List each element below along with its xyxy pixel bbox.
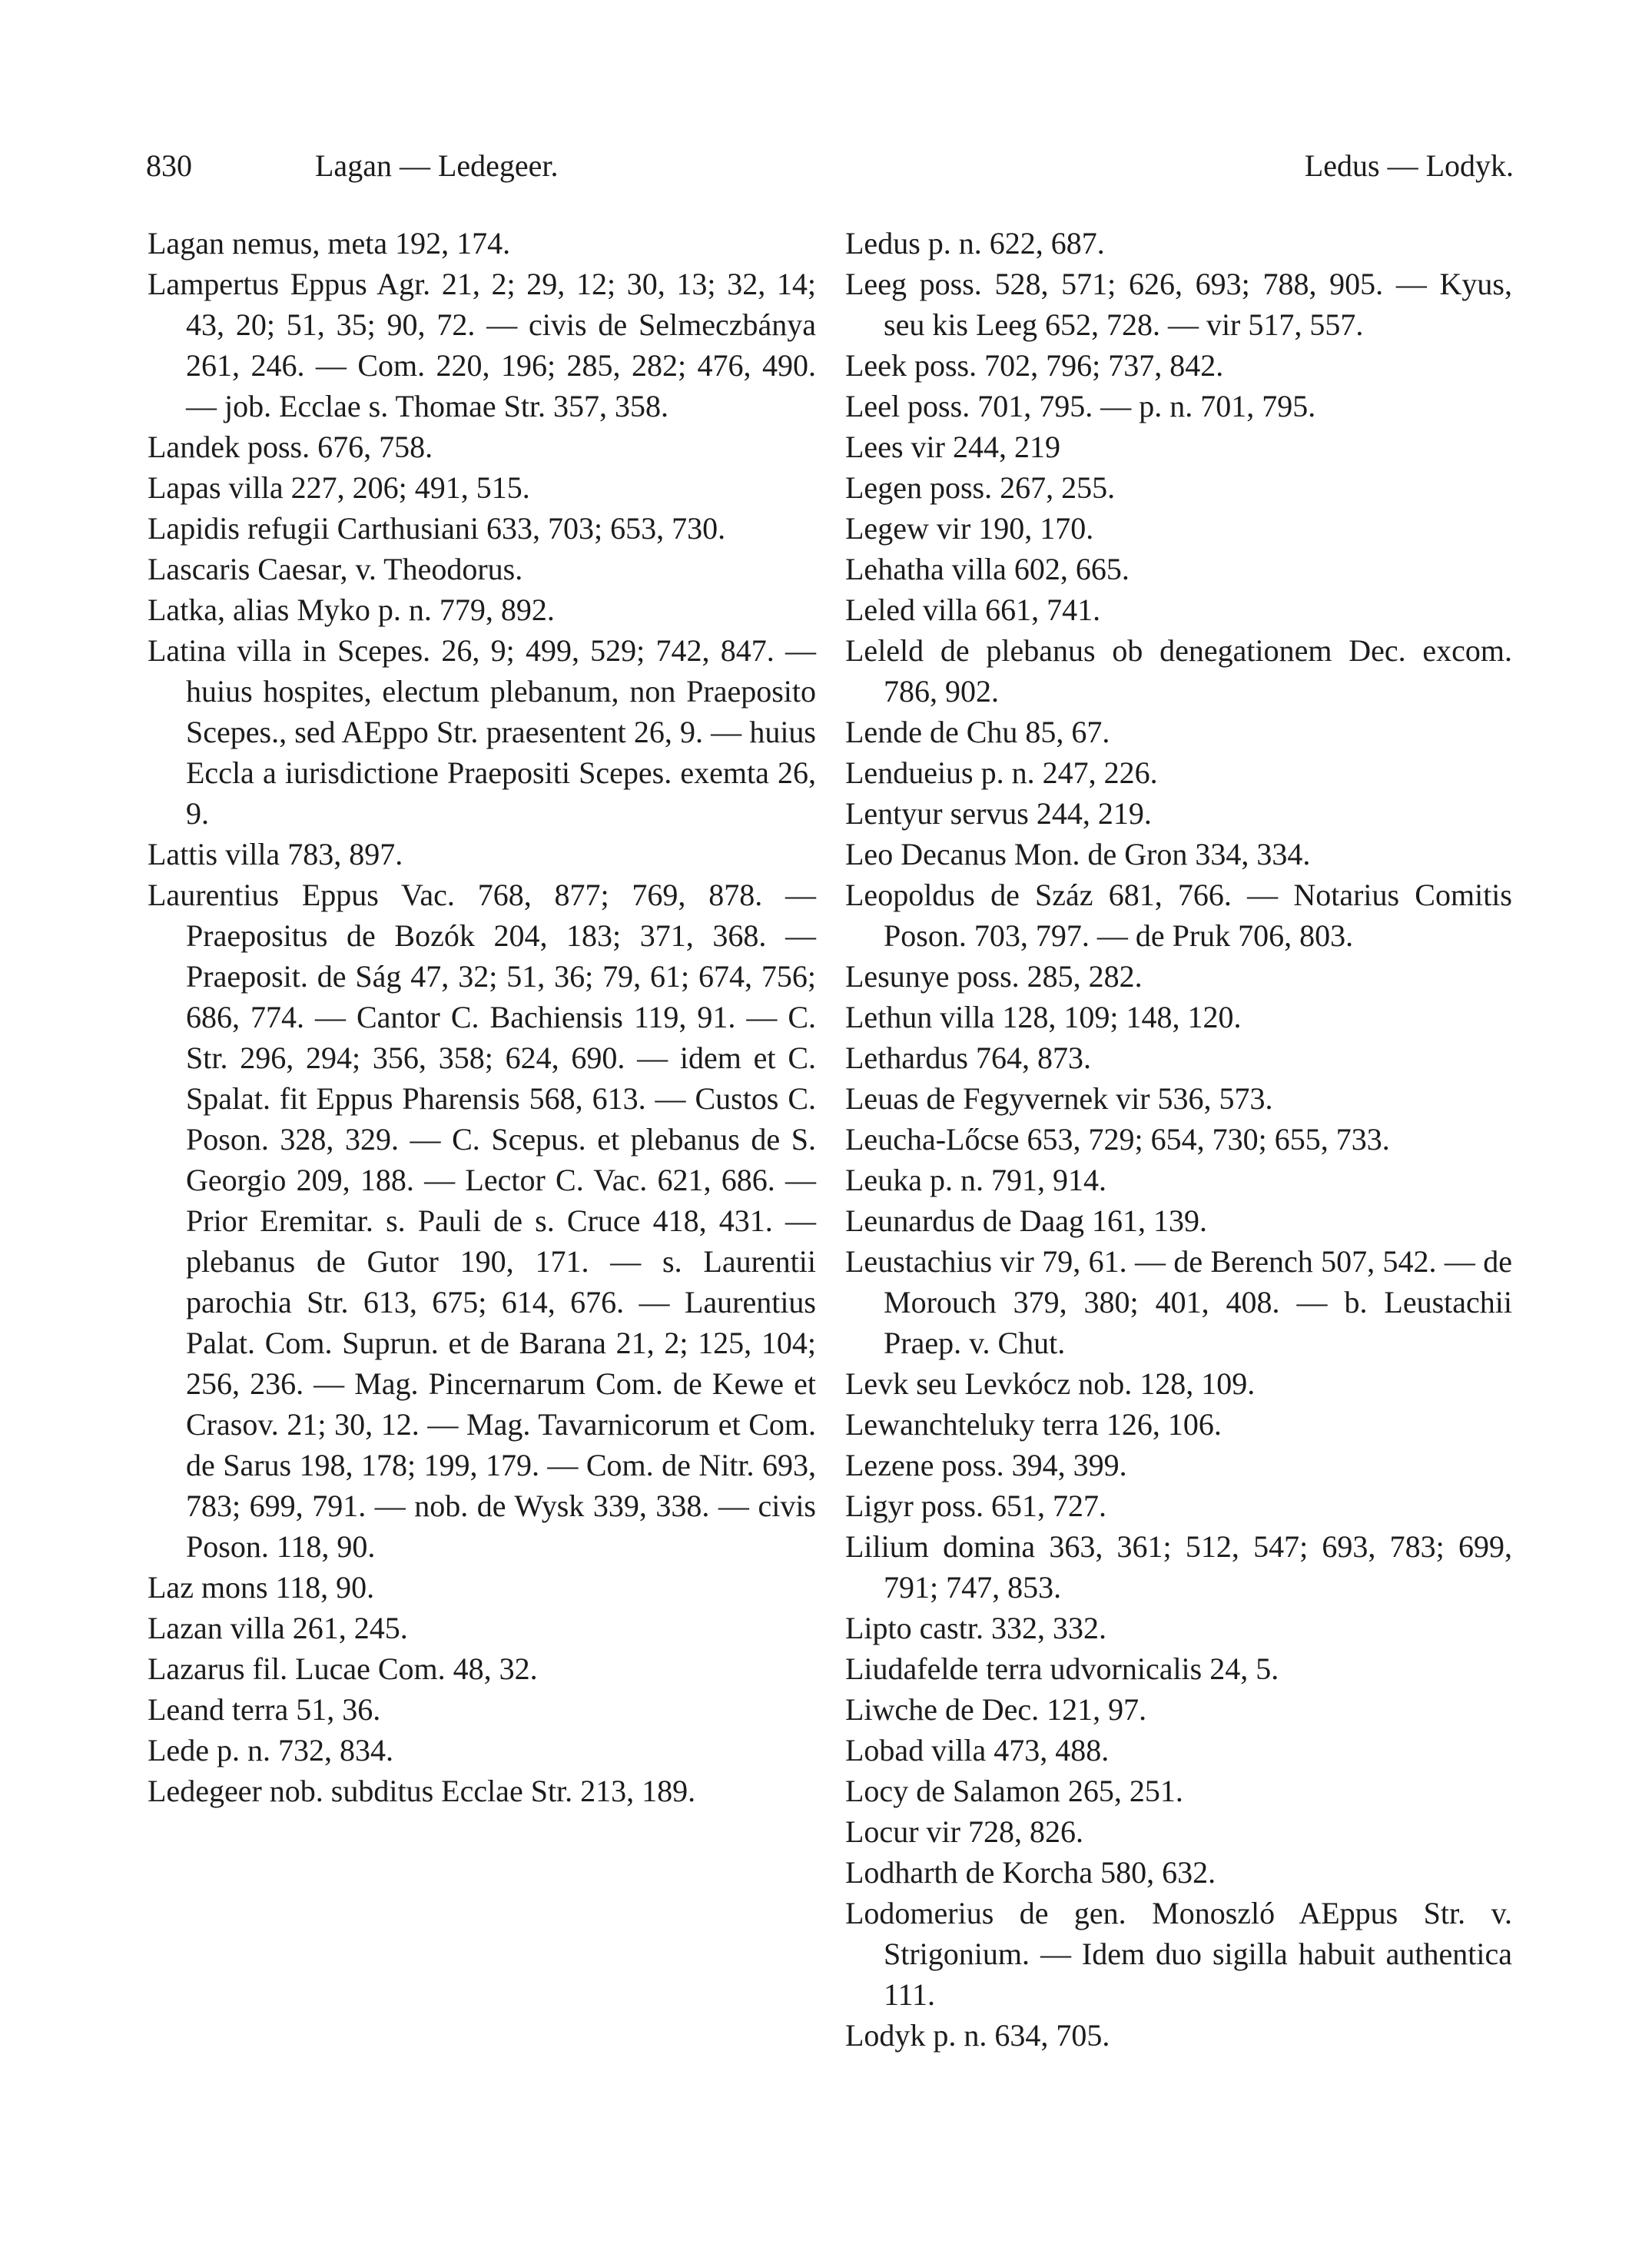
index-entry: Legew vir 190, 170. (845, 511, 1094, 546)
index-entry: Lehatha villa 602, 665. (845, 552, 1130, 586)
index-entry: Laz mons 118, 90. (148, 1570, 375, 1605)
index-entry: Leuas de Fegyvernek vir 536, 573. (845, 1081, 1273, 1116)
index-entry: Lapidis refugii Carthusiani 633, 703; 653, 730. (148, 511, 726, 546)
index-entry: Lipto castr. 332, 332. (845, 1611, 1106, 1645)
index-entry: Liudafelde terra udvornicalis 24, 5. (845, 1651, 1279, 1686)
index-entry: Lazarus fil. Lucae Com. 48, 32. (148, 1651, 538, 1686)
index-entry: Lewanchteluky terra 126, 106. (845, 1407, 1222, 1442)
index-entry: Laurentius Eppus Vac. 768, 877; 769, 878. — Praepositus de Bozók 204, 183; 371, 368. — Praeposit. de Ság 47, 32; 51, 36; 79, 61; 674, 756; 686, 774. — Cantor C. Bachiensis 119, 91. — C. Str. 296, 294; 356, 358; 624, 690. — idem et C. Spalat. fit Eppus Pharensis 568, 613. — Custos C. Poson. 328, 329. — C. Scepus. et plebanus de S. Georgio 209, 188. — Lector C. Vac. 621, 686. — Prior Eremitar. s. Pauli de s. Cruce 418, 431. — plebanus de Gutor 190, 171. — s. Laurentii parochia Str. 613, 675; 614, 676. — Laurentius Palat. Com. Suprun. et de Barana 21, 2; 125, 104; 256, 236. — Mag. Pincernarum Com. de Kewe et Crasov. 21; 30, 12. — Mag. Tavarnicorum et Com. de Sarus 198, 178; 199, 179. — Com. de Nitr. 693, 783; 699, 791. — nob. de Wysk 339, 338. — civis Poson. 118, 90. (148, 878, 816, 1564)
index-entry: Locy de Salamon 265, 251. (845, 1774, 1183, 1808)
index-entry: Lampertus Eppus Agr. 21, 2; 29, 12; 30, 13; 32, 14; 43, 20; 51, 35; 90, 72. — civis de Selmeczbánya 261, 246. — Com. 220, 196; 285, 282; 476, 490. — job. Ecclae s. Thomae Str. 357, 358. (148, 267, 816, 423)
index-entry: Ledus p. n. 622, 687. (845, 226, 1105, 261)
index-entry: Lascaris Caesar, v. Theodorus. (148, 552, 523, 586)
index-entry: Leek poss. 702, 796; 737, 842. (845, 348, 1224, 383)
index-entry: Lodyk p. n. 634, 705. (845, 2018, 1110, 2053)
index-entry: Legen poss. 267, 255. (845, 470, 1116, 505)
index-entry: Lesunye poss. 285, 282. (845, 959, 1143, 994)
index-entry: Lees vir 244, 219 (845, 430, 1060, 464)
index-entry: Lendueius p. n. 247, 226. (845, 755, 1158, 790)
index-entry: Leustachius vir 79, 61. — de Berench 507, 542. — de Morouch 379, 380; 401, 408. — b. Leustachii Praep. v. Chut. (845, 1244, 1512, 1360)
index-entry: Lodharth de Korcha 580, 632. (845, 1855, 1216, 1890)
index-entry: Lentyur servus 244, 219. (845, 796, 1152, 831)
index-entry: Leleld de plebanus ob denegationem Dec. excom. 786, 902. (845, 633, 1512, 709)
index-column-left (148, 223, 816, 1811)
header-right-range: Ledus — Lodyk. (1304, 148, 1514, 183)
index-entry: Lobad villa 473, 488. (845, 1733, 1110, 1767)
index-entry: Leo Decanus Mon. de Gron 334, 334. (845, 837, 1311, 871)
index-entry: Leel poss. 701, 795. — p. n. 701, 795. (845, 389, 1316, 423)
index-entry: Ledegeer nob. subditus Ecclae Str. 213, 189. (148, 1774, 696, 1808)
index-entry: Lattis villa 783, 897. (148, 837, 403, 871)
index-column-right (845, 223, 1512, 2056)
index-entry: Lagan nemus, meta 192, 174. (148, 226, 511, 261)
index-entry: Lede p. n. 732, 834. (148, 1733, 393, 1767)
index-entry: Liwche de Dec. 121, 97. (845, 1692, 1147, 1727)
index-entry: Lethardus 764, 873. (845, 1041, 1091, 1075)
index-entry: Lodomerius de gen. Monoszló AEppus Str. v. Strigonium. — Idem duo sigilla habuit authentica 111. (845, 1896, 1512, 2012)
header-left-range: Lagan — Ledegeer. (315, 148, 559, 183)
index-entry: Lethun villa 128, 109; 148, 120. (845, 1000, 1242, 1034)
index-entry: Lezene poss. 394, 399. (845, 1448, 1127, 1482)
index-entry: Latina villa in Scepes. 26, 9; 499, 529; 742, 847. — huius hospites, electum plebanum, non Praeposito Scepes., sed AEppo Str. praesentent 26, 9. — huius Eccla a iurisdictione Praepositi Scepes. exemta 26, 9. (148, 633, 816, 831)
index-entry: Leled villa 661, 741. (845, 592, 1101, 627)
page-number: 830 (146, 148, 192, 183)
running-header (146, 148, 1514, 194)
index-entry: Leand terra 51, 36. (148, 1692, 381, 1727)
index-entry: Latka, alias Myko p. n. 779, 892. (148, 592, 555, 627)
index-entry: Locur vir 728, 826. (845, 1814, 1083, 1849)
index-entry: Leuka p. n. 791, 914. (845, 1163, 1106, 1197)
index-entry: Leunardus de Daag 161, 139. (845, 1203, 1207, 1238)
index-entry: Leucha-Lőcse 653, 729; 654, 730; 655, 733. (845, 1122, 1390, 1157)
index-entry: Lapas villa 227, 206; 491, 515. (148, 470, 530, 505)
index-entry: Lende de Chu 85, 67. (845, 715, 1110, 749)
index-entry: Levk seu Levkócz nob. 128, 109. (845, 1366, 1256, 1401)
index-entry: Lazan villa 261, 245. (148, 1611, 408, 1645)
index-entry: Leopoldus de Száz 681, 766. — Notarius Comitis Poson. 703, 797. — de Pruk 706, 803. (845, 878, 1512, 953)
index-entry: Leeg poss. 528, 571; 626, 693; 788, 905. — Kyus, seu kis Leeg 652, 728. — vir 517, 557. (845, 267, 1512, 342)
index-entry: Landek poss. 676, 758. (148, 430, 433, 464)
index-entry: Ligyr poss. 651, 727. (845, 1489, 1106, 1523)
index-entry: Lilium domina 363, 361; 512, 547; 693, 783; 699, 791; 747, 853. (845, 1529, 1512, 1605)
